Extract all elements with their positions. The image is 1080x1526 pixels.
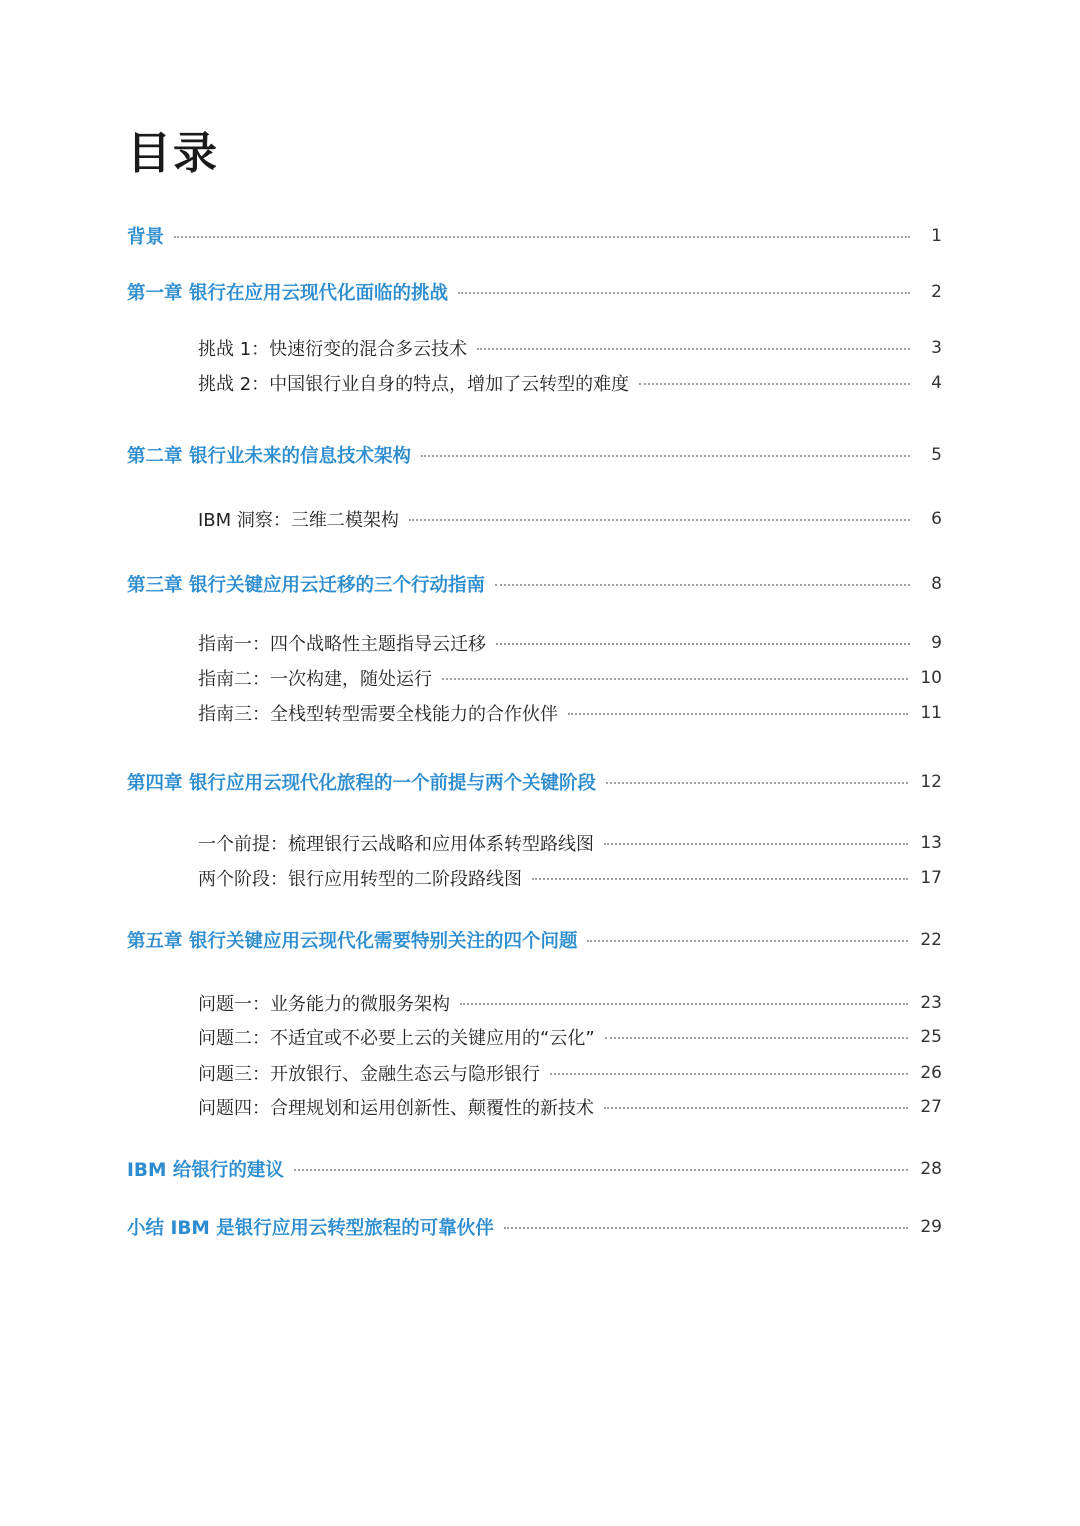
dot-leader <box>174 236 910 238</box>
toc-entry-guide-1[interactable] <box>198 628 942 658</box>
toc-page-number: 12 <box>920 772 942 792</box>
dot-leader <box>605 1037 909 1039</box>
toc-label: 指南二：一次构建，随处运行 <box>198 669 432 690</box>
dot-leader <box>587 940 908 942</box>
toc-entry-issue-3[interactable] <box>198 1058 942 1088</box>
dot-leader <box>532 878 908 880</box>
toc-page-number: 11 <box>920 703 942 723</box>
dot-leader <box>442 678 908 680</box>
toc-entry-premise[interactable] <box>198 828 942 858</box>
toc-label: 第二章 银行业未来的信息技术架构 <box>127 446 411 467</box>
toc-page-number: 4 <box>931 373 942 393</box>
dot-leader <box>495 584 910 586</box>
toc-label: 两个阶段：银行应用转型的二阶段路线图 <box>198 869 522 890</box>
toc-entry-guide-2[interactable] <box>198 663 942 693</box>
toc-label: IBM 洞察：三维二模架构 <box>198 510 399 531</box>
toc-page-number: 17 <box>920 868 942 888</box>
toc-label: 挑战 2：中国银行业自身的特点，增加了云转型的难度 <box>198 374 630 395</box>
toc-label: 指南三：全栈型转型需要全栈能力的合作伙伴 <box>198 704 558 725</box>
toc-page-number: 2 <box>931 282 942 302</box>
toc-label: 小结 IBM 是银行应用云转型旅程的可靠伙伴 <box>127 1218 494 1239</box>
dot-leader <box>604 843 908 845</box>
toc-label: 问题三：开放银行、金融生态云与隐形银行 <box>198 1064 540 1085</box>
toc-page-number: 22 <box>920 930 942 950</box>
dot-leader <box>477 348 910 350</box>
dot-leader <box>460 1003 908 1005</box>
dot-leader <box>550 1073 908 1075</box>
toc-entry-guide-3[interactable] <box>198 698 942 728</box>
toc-label: 问题一：业务能力的微服务架构 <box>198 994 450 1015</box>
page-title: 目录 <box>127 128 219 179</box>
toc-label: 一个前提：梳理银行云战略和应用体系转型路线图 <box>198 834 594 855</box>
toc-page-number: 26 <box>920 1063 942 1083</box>
toc-entry-chapter-3[interactable] <box>127 569 942 599</box>
toc-entry-background[interactable] <box>127 221 942 251</box>
toc-label: 问题四：合理规划和运用创新性、颠覆性的新技术 <box>198 1098 594 1119</box>
toc-label: 背景 <box>127 227 165 248</box>
toc-page-number: 13 <box>920 833 942 853</box>
dot-leader <box>458 292 910 294</box>
toc-entry-summary[interactable] <box>127 1212 942 1242</box>
toc-entry-chapter-1[interactable] <box>127 277 942 307</box>
toc-page-number: 27 <box>920 1097 942 1117</box>
toc-entry-two-stages[interactable] <box>198 863 942 893</box>
dot-leader <box>504 1227 909 1229</box>
toc-entry-chapter-2[interactable] <box>127 440 942 470</box>
dot-leader <box>606 782 908 784</box>
dot-leader <box>639 383 910 385</box>
toc-label: 挑战 1：快速衍变的混合多云技术 <box>198 339 468 360</box>
toc-label: 第四章 银行应用云现代化旅程的一个前提与两个关键阶段 <box>127 773 596 794</box>
toc-page-number: 25 <box>920 1027 942 1047</box>
dot-leader <box>409 519 910 521</box>
toc-page-number: 1 <box>931 226 942 246</box>
toc-label: 第三章 银行关键应用云迁移的三个行动指南 <box>127 575 485 596</box>
toc-entry-chapter-5[interactable] <box>127 925 942 955</box>
toc-entry-chapter-4[interactable] <box>127 767 942 797</box>
toc-label: IBM 给银行的建议 <box>127 1160 284 1181</box>
toc-label: 问题二：不适宜或不必要上云的关键应用的“云化” <box>198 1028 595 1049</box>
toc-entry-issue-2[interactable] <box>198 1022 942 1052</box>
toc-entry-issue-4[interactable] <box>198 1092 942 1122</box>
dot-leader <box>496 643 910 645</box>
dot-leader <box>604 1107 908 1109</box>
toc-page-number: 23 <box>920 993 942 1013</box>
toc-entry-ibm-advice[interactable] <box>127 1154 942 1184</box>
toc-entry-challenge-1[interactable] <box>198 333 942 363</box>
dot-leader <box>568 713 908 715</box>
dot-leader <box>294 1169 909 1171</box>
toc-label: 第一章 银行在应用云现代化面临的挑战 <box>127 283 448 304</box>
toc-page-number: 29 <box>920 1217 942 1237</box>
toc-label: 指南一：四个战略性主题指导云迁移 <box>198 634 486 655</box>
toc-page-number: 8 <box>931 574 942 594</box>
toc-entry-issue-1[interactable] <box>198 988 942 1018</box>
toc-label: 第五章 银行关键应用云现代化需要特别关注的四个问题 <box>127 931 578 952</box>
toc-page-number: 3 <box>931 338 942 358</box>
toc-entry-ibm-insight[interactable] <box>198 504 942 534</box>
toc-page-number: 6 <box>931 509 942 529</box>
dot-leader <box>421 455 910 457</box>
toc-page-number: 28 <box>920 1159 942 1179</box>
toc-page-number: 9 <box>931 633 942 653</box>
toc-entry-challenge-2[interactable] <box>198 368 942 398</box>
toc-page-number: 5 <box>931 445 942 465</box>
toc-page-number: 10 <box>920 668 942 688</box>
